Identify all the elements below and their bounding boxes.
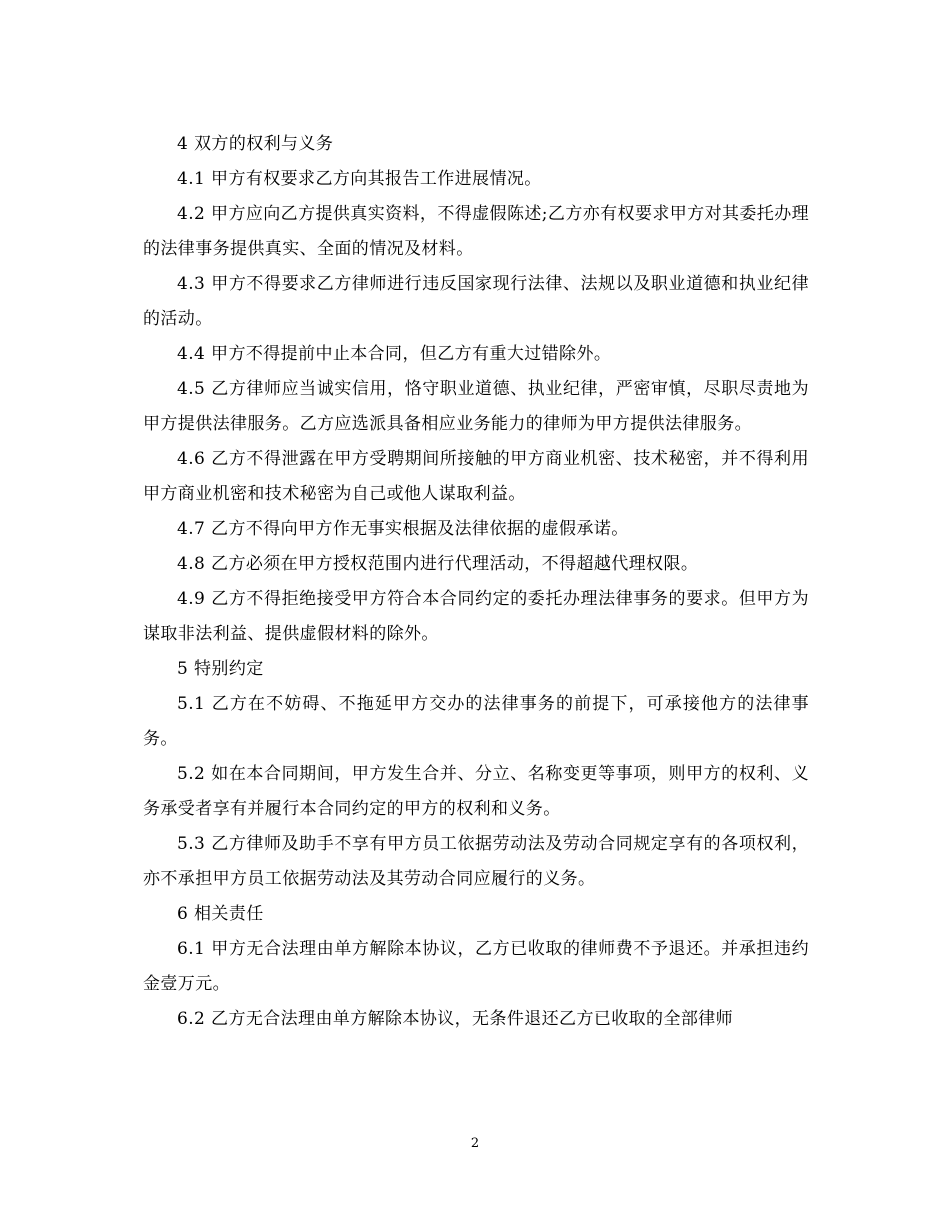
section-heading-5: 5 特别约定 bbox=[177, 659, 264, 679]
clause-4-9: 4.9 乙方不得拒绝接受甲方符合本合同约定的委托办理法律事务的要求。但甲方为谋取非法利益、提供虚假材料的除外。 bbox=[143, 589, 809, 644]
clause-4-4: 4.4 甲方不得提前中止本合同，但乙方有重大过错除外。 bbox=[177, 344, 612, 364]
clause-5-1: 5.1 乙方在不妨碍、不拖延甲方交办的法律事务的前提下，可承接他方的法律事务。 bbox=[143, 694, 809, 749]
clause-4-7: 4.7 乙方不得向甲方作无事实根据及法律依据的虚假承诺。 bbox=[177, 519, 629, 539]
clause-4-2: 4.2 甲方应向乙方提供真实资料，不得虚假陈述;乙方亦有权要求甲方对其委托办理的法律事务提供真实、全面的情况及材料。 bbox=[143, 204, 809, 259]
clause-5-3: 5.3 乙方律师及助手不享有甲方员工依据劳动法及劳动合同规定享有的各项权利，亦不承担甲方员工依据劳动法及其劳动合同应履行的义务。 bbox=[143, 834, 809, 889]
clause-6-1: 6.1 甲方无合法理由单方解除本协议，乙方已收取的律师费不予退还。并承担违约金壹万元。 bbox=[143, 939, 809, 994]
clause-4-5: 4.5 乙方律师应当诚实信用，恪守职业道德、执业纪律，严密审慎，尽职尽责地为甲方提供法律服务。乙方应选派具备相应业务能力的律师为甲方提供法律服务。 bbox=[143, 379, 809, 434]
clause-5-2: 5.2 如在本合同期间，甲方发生合并、分立、名称变更等事项，则甲方的权利、义务承受者享有并履行本合同约定的甲方的权利和义务。 bbox=[143, 764, 809, 819]
section-heading-6: 6 相关责任 bbox=[177, 904, 264, 924]
clause-4-8: 4.8 乙方必须在甲方授权范围内进行代理活动，不得超越代理权限。 bbox=[177, 554, 699, 574]
document-body bbox=[143, 127, 809, 1037]
page-number: 2 bbox=[470, 1136, 480, 1151]
clause-4-6: 4.6 乙方不得泄露在甲方受聘期间所接触的甲方商业机密、技术秘密，并不得利用甲方商业机密和技术秘密为自己或他人谋取利益。 bbox=[143, 449, 809, 504]
clause-4-3: 4.3 甲方不得要求乙方律师进行违反国家现行法律、法规以及职业道德和执业纪律的活动。 bbox=[143, 274, 809, 329]
clause-4-1: 4.1 甲方有权要求乙方向其报告工作进展情况。 bbox=[177, 169, 542, 189]
section-heading-4: 4 双方的权利与义务 bbox=[177, 134, 334, 154]
clause-6-2: 6.2 乙方无合法理由单方解除本协议，无条件退还乙方已收取的全部律师 bbox=[177, 1009, 734, 1029]
